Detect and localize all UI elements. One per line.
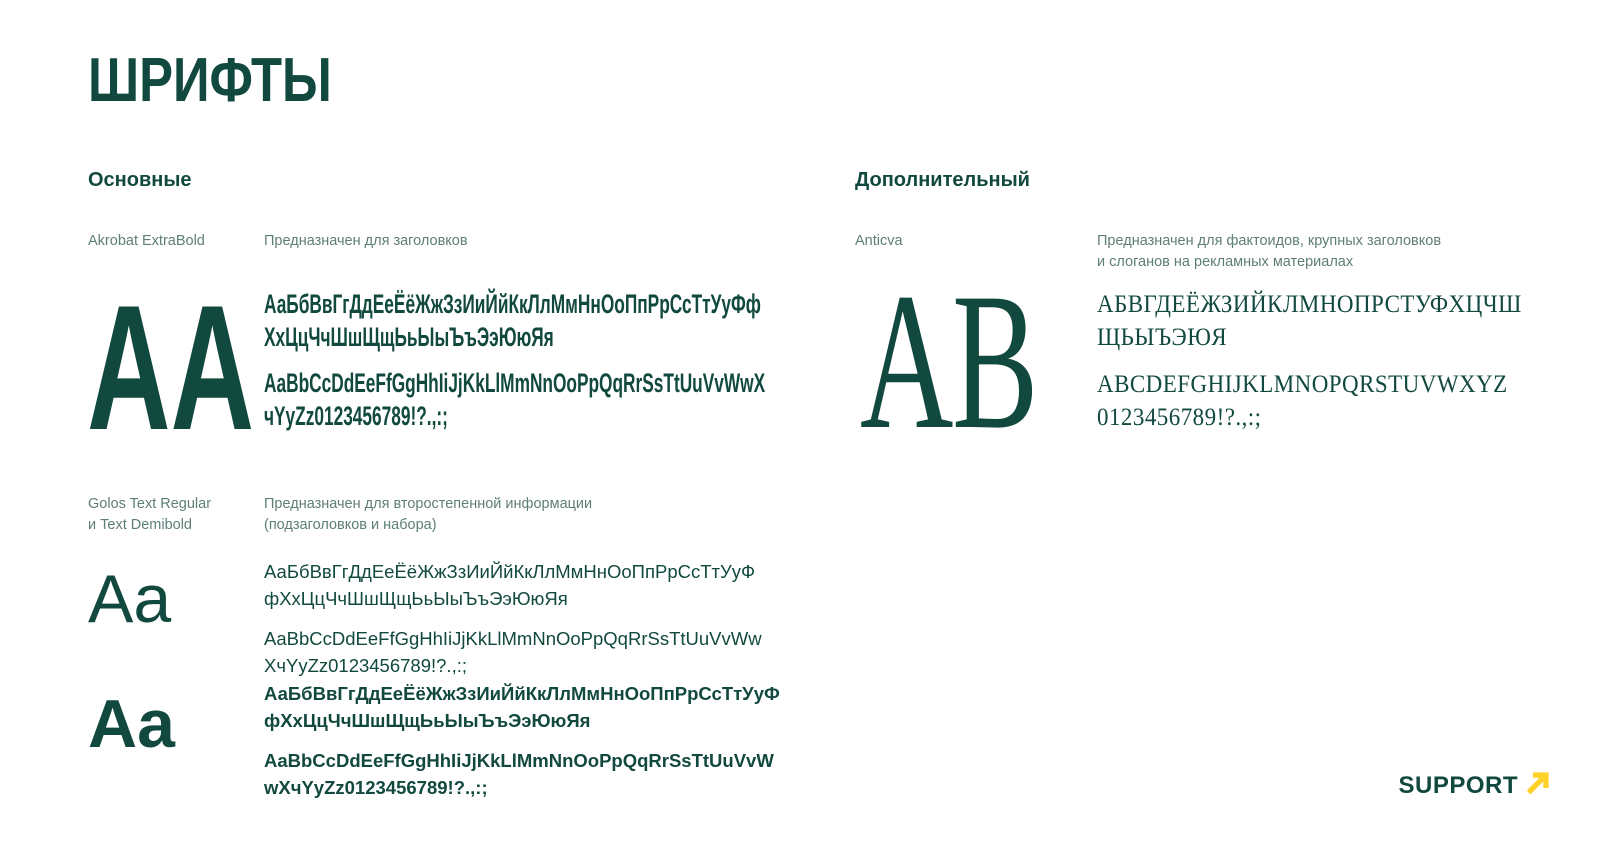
page-title: ШРИФТЫ xyxy=(88,46,332,115)
golos-regular-latin-line-2: XчYyZz0123456789!?.,:; xyxy=(264,655,467,676)
anticva-cyrillic-line-2: ЩЬЫЪЭЮЯ xyxy=(1097,324,1228,351)
font-purpose-golos-line-2: (подзаголовков и набора) xyxy=(264,517,437,533)
specimen-anticva-AB: АВ xyxy=(860,253,1038,470)
golos-demibold-latin-line-2: wXчYyZz0123456789!?.,:; xyxy=(264,777,488,798)
specimen-akrobat-AA: АА xyxy=(87,268,255,467)
anticva-digits-line: 0123456789!?.,:; xyxy=(1097,404,1262,431)
golos-regular-cyrillic-line-2: фХхЦцЧчШшЩщЬьЫыЪъЭэЮюЯя xyxy=(264,588,568,609)
brand-logo xyxy=(1398,771,1550,801)
font-purpose-golos-line-1: Предназначен для второстепенной информации xyxy=(264,496,593,512)
akrobat-cyrillic-line-2: ХхЦцЧчШшЩщЬьЫыЪъЭэЮюЯя xyxy=(264,322,554,352)
section-heading-primary: Основные xyxy=(88,169,192,191)
font-purpose-anticva-line-2: и слоганов на рекламных материалах xyxy=(1097,254,1354,270)
font-purpose-anticva-line-1: Предназначен для фактоидов, крупных заголовков xyxy=(1097,233,1442,249)
font-name-golos-line-1: Golos Text Regular xyxy=(88,496,212,512)
golos-regular-cyrillic-line-1: АаБбВвГгДдЕеЁёЖжЗзИиЙйКкЛлМмНнОоПпРрСсТтУуФ xyxy=(264,561,756,582)
alphabet-akrobat xyxy=(264,288,765,433)
font-purpose-golos xyxy=(264,494,592,536)
golos-regular-latin-line-1: AaBbCcDdEeFfGgHhIiJjKkLlMmNnOoPpQqRrSsTtUuVvWw xyxy=(264,628,762,649)
golos-demibold-cyrillic-line-2: фХхЦцЧчШшЩщЬьЫыЪъЭэЮюЯя xyxy=(264,710,591,731)
alphabet-anticva xyxy=(1097,288,1522,434)
font-name-golos xyxy=(88,494,211,536)
golos-demibold-latin-line-1: AaBbCcDdEeFfGgHhIiJjKkLlMmNnOoPpQqRrSsTtUuVvW xyxy=(264,750,774,771)
golos-demibold-cyrillic-line-1: АаБбВвГгДдЕеЁёЖжЗзИиЙйКкЛлМмНнОоПпРрСсТтУуФ xyxy=(264,683,780,704)
font-name-anticva: Anticva xyxy=(855,233,903,249)
alphabet-golos-demibold xyxy=(264,680,780,801)
font-purpose-anticva xyxy=(1097,231,1441,273)
akrobat-latin-line-2: чYyZz0123456789!?.,:; xyxy=(264,401,448,431)
font-purpose-akrobat: Предназначен для заголовков xyxy=(264,233,468,249)
section-heading-secondary: Дополнительный xyxy=(855,169,1030,191)
specimen-golos-demibold-Aa: Aa xyxy=(88,686,175,762)
brand-wordmark: SUPPORT xyxy=(1398,772,1518,799)
font-name-akrobat: Akrobat ExtraBold xyxy=(88,233,205,249)
akrobat-cyrillic-line-1: АаБбВвГгДдЕеЁёЖжЗзИиЙйКкЛлМмНнОоПпРрСсТтУуФф xyxy=(264,289,761,319)
akrobat-latin-line-1: AaBbCcDdEeFfGgHhIiJjKkLlMmNnOoPpQqRrSsTtUuVvWwX xyxy=(264,368,766,398)
anticva-cyrillic-line-1: АБВГДЕЁЖЗИЙКЛМНОПРСТУФХЦЧШ xyxy=(1097,291,1522,318)
anticva-latin-line-1: ABCDEFGHIJKLMNOPQRSTUVWXYZ xyxy=(1097,371,1508,398)
alphabet-golos-regular xyxy=(264,558,762,679)
arrow-up-right-icon xyxy=(1525,771,1550,801)
specimen-golos-regular-Aa: Aa xyxy=(88,561,172,637)
font-name-golos-line-2: и Text Demibold xyxy=(88,517,192,533)
